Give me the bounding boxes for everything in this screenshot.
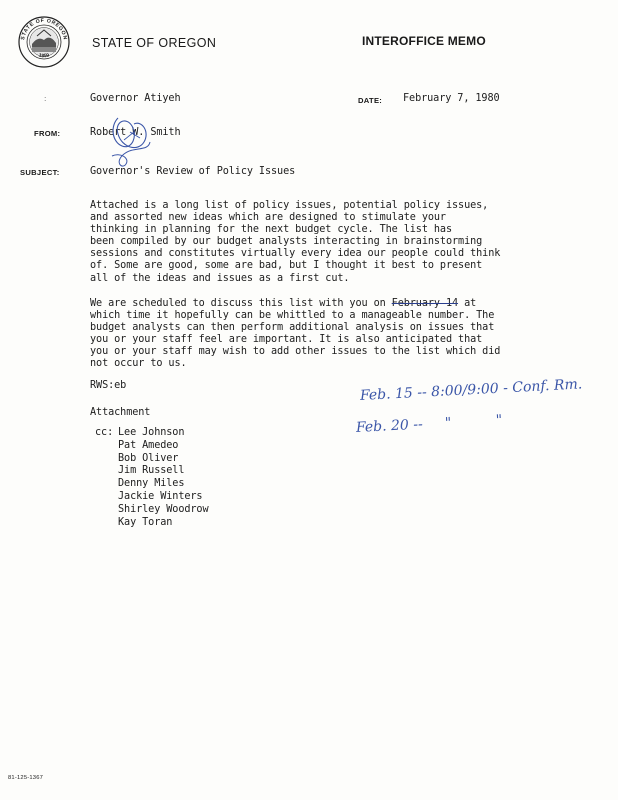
cc-label: cc: [95,427,114,438]
body-line: been compiled by our budget analysts interacting in brainstorming [90,236,483,248]
document-type: INTEROFFICE MEMO [362,34,486,48]
body-line [90,298,510,310]
cc-recipient: Shirley Woodrow [118,503,209,515]
handwritten-note-line-2: Feb. 20 -- " " [355,412,503,436]
from-label: FROM: [34,129,61,138]
date-label: DATE: [358,96,383,105]
body-line: thinking in planning for the next budget cycle. The list has [90,224,453,236]
to-label: : [44,94,47,103]
date-value: February 7, 1980 [403,93,500,104]
to-value: Governor Atiyeh [90,93,181,104]
from-value: Robert W. Smith [90,127,181,138]
body-line: sessions and constitutes virtually every idea our people could think [90,248,501,260]
cc-recipient: Denny Miles [118,478,185,490]
cc-recipient: Kay Toran [118,516,173,528]
cc-recipient: Pat Amedeo [118,439,179,451]
cc-recipient: Bob Oliver [118,452,179,464]
body-text: We are scheduled to discuss this list with you on [90,298,392,309]
organization-name: STATE OF OREGON [92,36,217,50]
body-paragraph-1 [90,200,510,285]
body-line: not occur to us. [90,358,187,370]
body-paragraph-2 [90,298,510,371]
body-line: you or your staff feel are important. It is also anticipated that [90,334,483,346]
subject-label: SUBJECT: [20,168,60,177]
body-line: and assorted new ideas which are designed to stimulate your [90,212,446,224]
body-line: Attached is a long list of policy issues, potential policy issues, [90,200,489,211]
svg-text:1859 [38,52,50,59]
body-line: of. Some are good, some are bad, but I thought it best to present [90,260,483,272]
subject-value: Governor's Review of Policy Issues [90,166,296,177]
struck-date: February 14 [391,298,459,309]
body-line: you or your staff may wish to add other issues to the list which did [90,346,501,358]
typist-initials: RWS:eb [90,380,127,391]
body-line: which time it hopefully can be whittled to a manageable number. The [90,310,495,322]
cc-recipient: Jim Russell [118,465,185,477]
body-text: at [458,298,477,309]
body-line: budget analysts can then perform additional analysis on issues that [90,322,495,334]
seal-year: 1859 [38,52,50,60]
attachment-note: Attachment [90,407,151,418]
cc-recipient: Lee Johnson [118,427,185,438]
state-seal-logo [18,16,70,68]
handwritten-note-line-1: Feb. 15 -- 8:00/9:00 - Conf. Rm. [359,376,583,404]
form-number: 81-125-1367 [8,775,44,781]
cc-recipient: Jackie Winters [118,490,203,502]
cc-list [118,427,209,529]
seal-ring-text: STATE OF OREGON [20,17,68,41]
handwritten-initials-signature [104,112,156,170]
body-line: all of the ideas and issues as a first cut. [90,272,350,284]
